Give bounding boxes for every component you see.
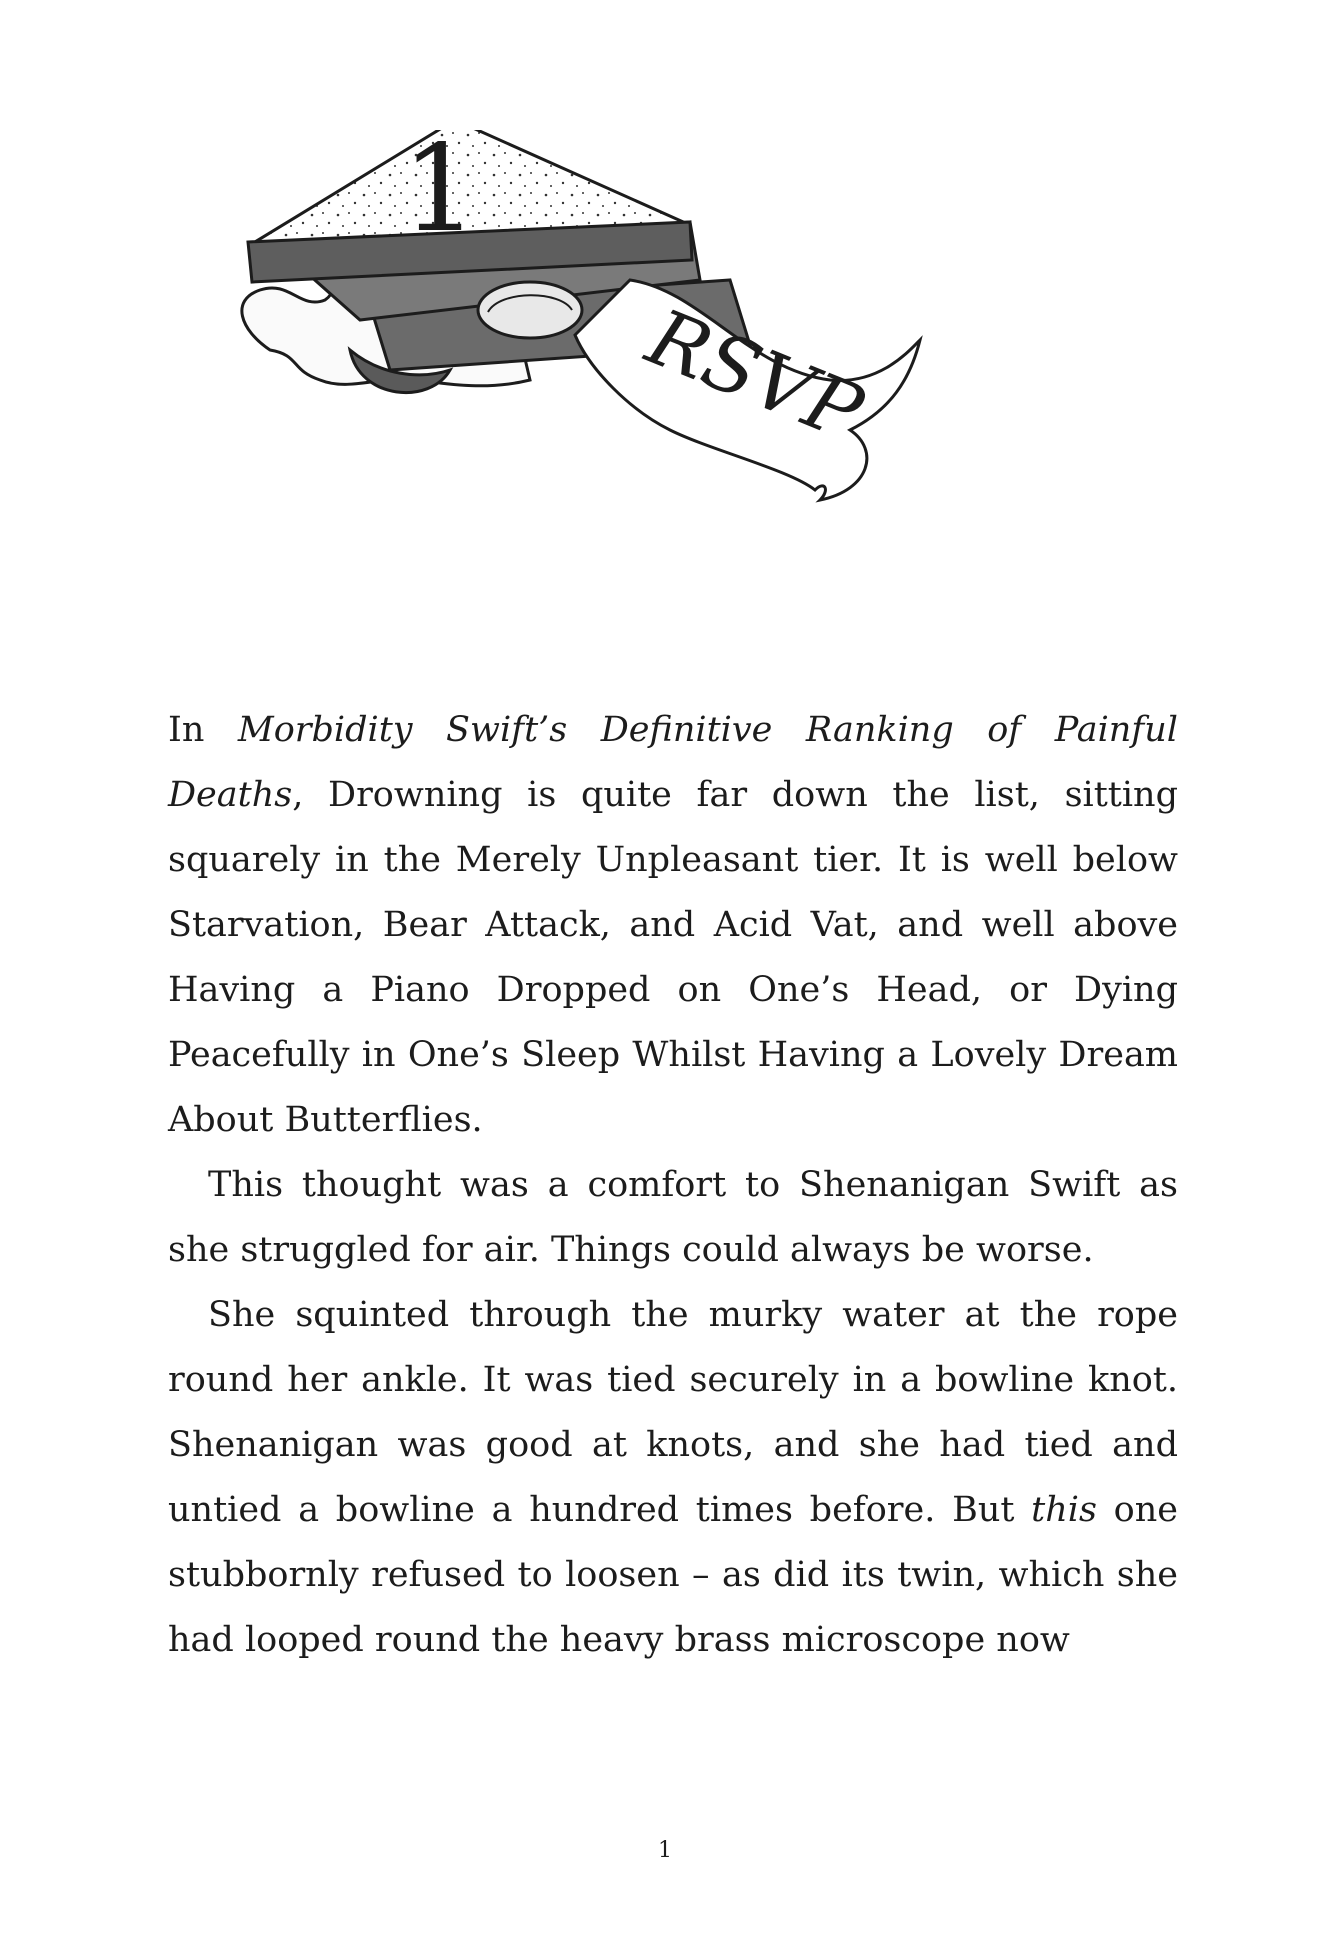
tomato-slice [478,282,582,338]
paragraph-1: In Morbidity Swift’s Definitive Ranking of Painful Deaths, Drowning is quite far down the list, sitting squarely in the Merely Unpleasant tier. It is well below Starvation, Bear Attack, and Acid Vat, and well above Having a Piano Dropped on One’s Head, or Dying Peacefully in One’s Sleep Whilst Having a Lovely Dream About Butterflies. [168,710,1178,1140]
paragraph-2: This thought was a comfort to Shenanigan Swift as she struggled for air. Things could always be worse. [168,1165,1178,1270]
chapter-number: 1 [401,130,479,259]
body-text [168,698,1178,1673]
banner-text: RSVP [635,292,875,460]
emphasis-word: this [1031,1490,1097,1530]
book-title: Morbidity Swift’s Definitive Ranking of Painful Deaths [168,710,1178,815]
sandwich-illustration [230,130,1130,650]
page-number: 1 [658,1838,673,1863]
paragraph-3: She squinted through the murky water at the rope round her ankle. It was tied securely in a bowline knot. Shenanigan was good at knots, and she had tied and untied a bowline a hundred times before. But this one stubbornly refused to loosen – as did its twin, which she had looped round the heavy brass microscope now [168,1295,1178,1660]
